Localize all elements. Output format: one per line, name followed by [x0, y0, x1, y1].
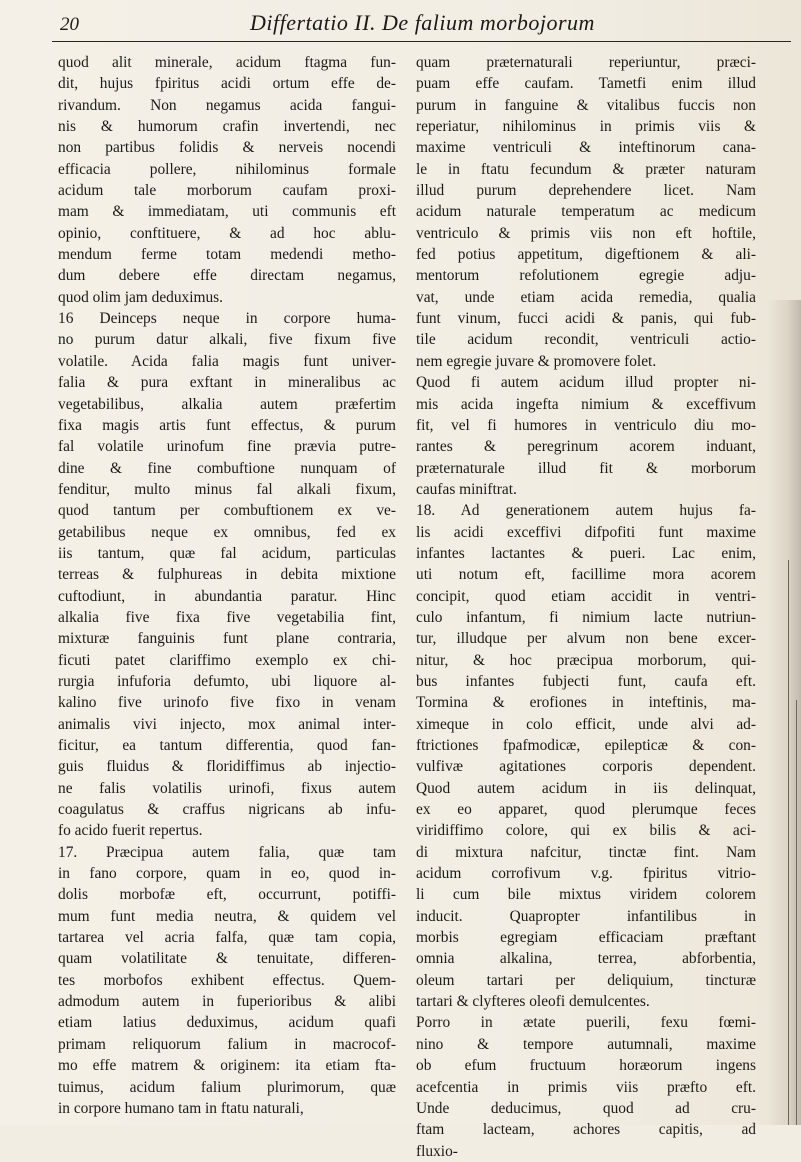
header-rule	[52, 41, 791, 42]
text-line: non partibus folidis & nerveis nocendi	[58, 139, 396, 157]
text-line: cuftodiunt, in abundantia paratur. Hinc	[58, 587, 396, 605]
text-line: oleum tartari per deliquium, tincturæ	[416, 971, 756, 989]
page-header	[0, 4, 801, 40]
text-line: fed potius appetitum, digeftionem & ali-	[416, 246, 756, 264]
text-line: tartarea vel acria falfa, quæ tam copia,	[58, 929, 396, 947]
text-line: mentorum refolutionem egregie adju-	[416, 267, 756, 285]
text-line: nitur, & hoc præcipua morborum, qui-	[416, 651, 756, 669]
text-line: fo acido fuerit repertus.	[58, 822, 203, 840]
text-line: bus infantes fubjecti funt, caufa eft.	[416, 672, 756, 690]
text-line: acidum naturale temperatum ac medicum	[416, 203, 756, 221]
text-line: ne falis volatilis urinofi, fixus autem	[58, 779, 396, 797]
text-line: ficitur, ea tantum differentia, quod fan-	[58, 737, 396, 754]
text-line: falia & pura exftant in mineralibus ac	[58, 374, 396, 392]
text-line: nino & tempore autumnali, maxime	[416, 1035, 756, 1053]
text-line: tes morbofos exhibent effectus. Quem-	[58, 971, 396, 989]
left-column	[58, 52, 396, 1119]
text-line: terreas & fulphureas in debita mixtione	[58, 566, 396, 584]
text-line: getabilibus neque ex omnibus, fed ex	[58, 523, 396, 541]
right-column	[416, 52, 756, 1162]
text-line: tartari & clyfteres oleofi demulcentes.	[416, 993, 650, 1011]
text-line: Unde deducimus, quod ad cru-	[416, 1099, 756, 1117]
text-line: ob efum fructuum horæorum ingens	[416, 1057, 756, 1075]
text-line: li cum bile mixtus viridem colorem	[416, 886, 756, 904]
text-line: præternaturale illud fit & morborum	[416, 459, 756, 477]
text-line: fit, vel fi humores in ventriculo diu mo-	[416, 416, 756, 434]
page-number: 20	[60, 14, 79, 35]
text-line: caufas miniftrat.	[416, 480, 517, 498]
text-line: quam præternaturali reperiuntur, præci-	[416, 54, 756, 71]
text-line: ventriculo & primis viis non eft hoftile,	[416, 224, 756, 242]
text-line: Quod autem acidum in iis delinquat,	[416, 779, 756, 797]
text-line: vegetabilibus, alkalia autem præfertim	[58, 395, 396, 413]
text-line: concipit, quod etiam accidit in ventri-	[416, 587, 756, 605]
text-line: ficuti patet clariffimo exemplo ex chi-	[58, 651, 396, 669]
text-line: fenditur, multo minus fal alkali fixum,	[58, 480, 396, 498]
text-line: rantes & peregrinum acorem induant,	[416, 438, 756, 456]
text-line: fal volatile urinofum fine prævia putre-	[58, 438, 396, 456]
text-line: acefcentia in primis viis præfto eft.	[416, 1078, 756, 1096]
text-line: coagulatus & craffus nigricans ab infu-	[58, 801, 396, 819]
text-line: fluxio-	[416, 1142, 458, 1160]
text-line: quam volatilitate & tenuitate, differen-	[58, 950, 396, 968]
text-line: 17. Præcipua autem falia, quæ tam	[58, 843, 396, 861]
text-line: quod tantum per combuftionem ex ve-	[58, 502, 396, 520]
text-line: mixturæ fanguinis funt plane contraria,	[58, 630, 396, 648]
text-line: culo infantum, fi nimium lacte nutriun-	[416, 608, 756, 626]
text-line: tur, illudque per alvum non bene excer-	[416, 630, 756, 648]
text-line: reperiatur, nihilominus in primis viis &	[416, 118, 756, 136]
text-line: acidum corrofivum v.g. fpiritus vitrio-	[416, 865, 756, 883]
text-line: puam effe caufam. Tametfi enim illud	[416, 75, 756, 93]
text-line: le in ftatu fecundum & præter naturam	[416, 160, 756, 178]
text-line: lis acidi exceffivi difpofiti funt maxime	[416, 523, 756, 541]
text-line: dit, hujus fpiritus acidi ortum effe de-	[58, 75, 396, 93]
text-line: mis acida ingefta nimium & exceffivum	[416, 395, 756, 413]
text-line: mum funt media neutra, & quidem vel	[58, 907, 396, 925]
text-line: 18. Ad generationem autem hujus fa-	[416, 502, 756, 520]
text-line: mo effe matrem & originem: ita etiam fta-	[58, 1057, 396, 1075]
text-line: no purum datur alkali, five fixum five	[58, 331, 396, 349]
text-line: mendum ferme totam medendi metho-	[58, 246, 396, 264]
text-line: Tormina & erofiones in inteftinis, ma-	[416, 694, 756, 712]
text-line: Porro in ætate puerili, fexu fœmi-	[416, 1014, 756, 1032]
text-line: mam & immediatam, uti communis eft	[58, 203, 396, 221]
text-line: vat, unde etiam acida remedia, qualia	[416, 288, 756, 306]
text-line: tuimus, acidum falium plurimorum, quæ	[58, 1078, 396, 1096]
text-line: fixa magis artis funt effectus, & purum	[58, 416, 396, 434]
text-line: vulfivæ agitationes corporis dependent.	[416, 758, 756, 776]
text-line: 16 Deinceps neque in corpore huma-	[58, 310, 396, 328]
text-line: morbis egregiam efficaciam præftant	[416, 929, 756, 947]
page-edge-line	[796, 700, 797, 1125]
text-line: omnia alkalina, terrea, abforbentia,	[416, 950, 756, 968]
text-line: alkalia five fixa five vegetabilia fint,	[58, 608, 396, 626]
text-line: acidum tale morborum caufam proxi-	[58, 182, 396, 200]
text-line: quod olim jam deduximus.	[58, 288, 224, 306]
text-line: viridiffimo colore, qui ex bilis & aci-	[416, 822, 756, 840]
text-line: animalis vivi injecto, mox animal inter-	[58, 715, 396, 733]
text-line: ftam lacteam, achores capitis, ad	[416, 1121, 756, 1139]
page-edge-line	[788, 560, 789, 1125]
running-head: Differtatio II. De falium morbojorum	[250, 10, 595, 35]
text-line: inducit. Quapropter infantilibus in	[416, 907, 756, 925]
text-line: Quod fi autem acidum illud propter ni-	[416, 374, 756, 392]
text-line: in fano corpore, quam in eo, quod in-	[58, 865, 396, 883]
text-line: dine & fine combuftione nunquam of	[58, 459, 396, 477]
text-line: uti notum eft, facillime mora acorem	[416, 566, 756, 584]
text-line: ximeque in colo efficit, unde alvi ad-	[416, 715, 756, 733]
text-line: guis fluidus & floridiffimus ab injectio-	[58, 758, 396, 776]
text-line: dolis morbofæ eft, occurrunt, potiffi-	[58, 886, 396, 904]
text-line: rivandum. Non negamus acida fangui-	[58, 96, 396, 114]
text-line: etiam latius deduximus, acidum quafi	[58, 1014, 396, 1032]
text-line: kalino five urinofo five fixo in venam	[58, 694, 396, 712]
text-line: admodum autem in fuperioribus & alibi	[58, 993, 396, 1011]
text-line: maxime ventriculi & inteftinorum cana-	[416, 139, 756, 157]
text-line: purum in fanguine & vitalibus fuccis non	[416, 96, 756, 114]
text-line: ex eo apparet, quod plerumque feces	[416, 801, 756, 819]
text-line: nis & humorum crafin invertendi, nec	[58, 118, 396, 136]
text-line: volatile. Acida falia magis funt univer-	[58, 352, 396, 370]
text-line: in corpore humano tam in ftatu naturali,	[58, 1099, 304, 1117]
text-line: tile acidum recondit, ventriculi actio-	[416, 331, 756, 349]
text-line: primam reliquorum falium in macrocof-	[58, 1035, 396, 1053]
text-line: ftrictiones fpafmodicæ, epilepticæ & con-	[416, 737, 756, 754]
text-line: infantes lactantes & pueri. Lac enim,	[416, 544, 756, 562]
text-line: rurgia infuforia defumto, ubi liquore al-	[58, 672, 396, 690]
text-line: di mixtura nafcitur, tinctæ fint. Nam	[416, 843, 756, 861]
text-line: funt vinum, fucci acidi & panis, qui fub-	[416, 310, 756, 328]
text-line: illud purum deprehendere licet. Nam	[416, 182, 756, 200]
text-line: dum debere effe directam negamus,	[58, 267, 396, 285]
text-line: nem egregie juvare & promovere folet.	[416, 352, 657, 370]
text-line: opinio, conftituere, & ad hoc ablu-	[58, 224, 396, 242]
text-line: iis tantum, quæ fal acidum, particulas	[58, 544, 396, 562]
text-line: efficacia pollere, nihilominus formale	[58, 160, 396, 178]
text-line: quod alit minerale, acidum ftagma fun-	[58, 54, 396, 71]
